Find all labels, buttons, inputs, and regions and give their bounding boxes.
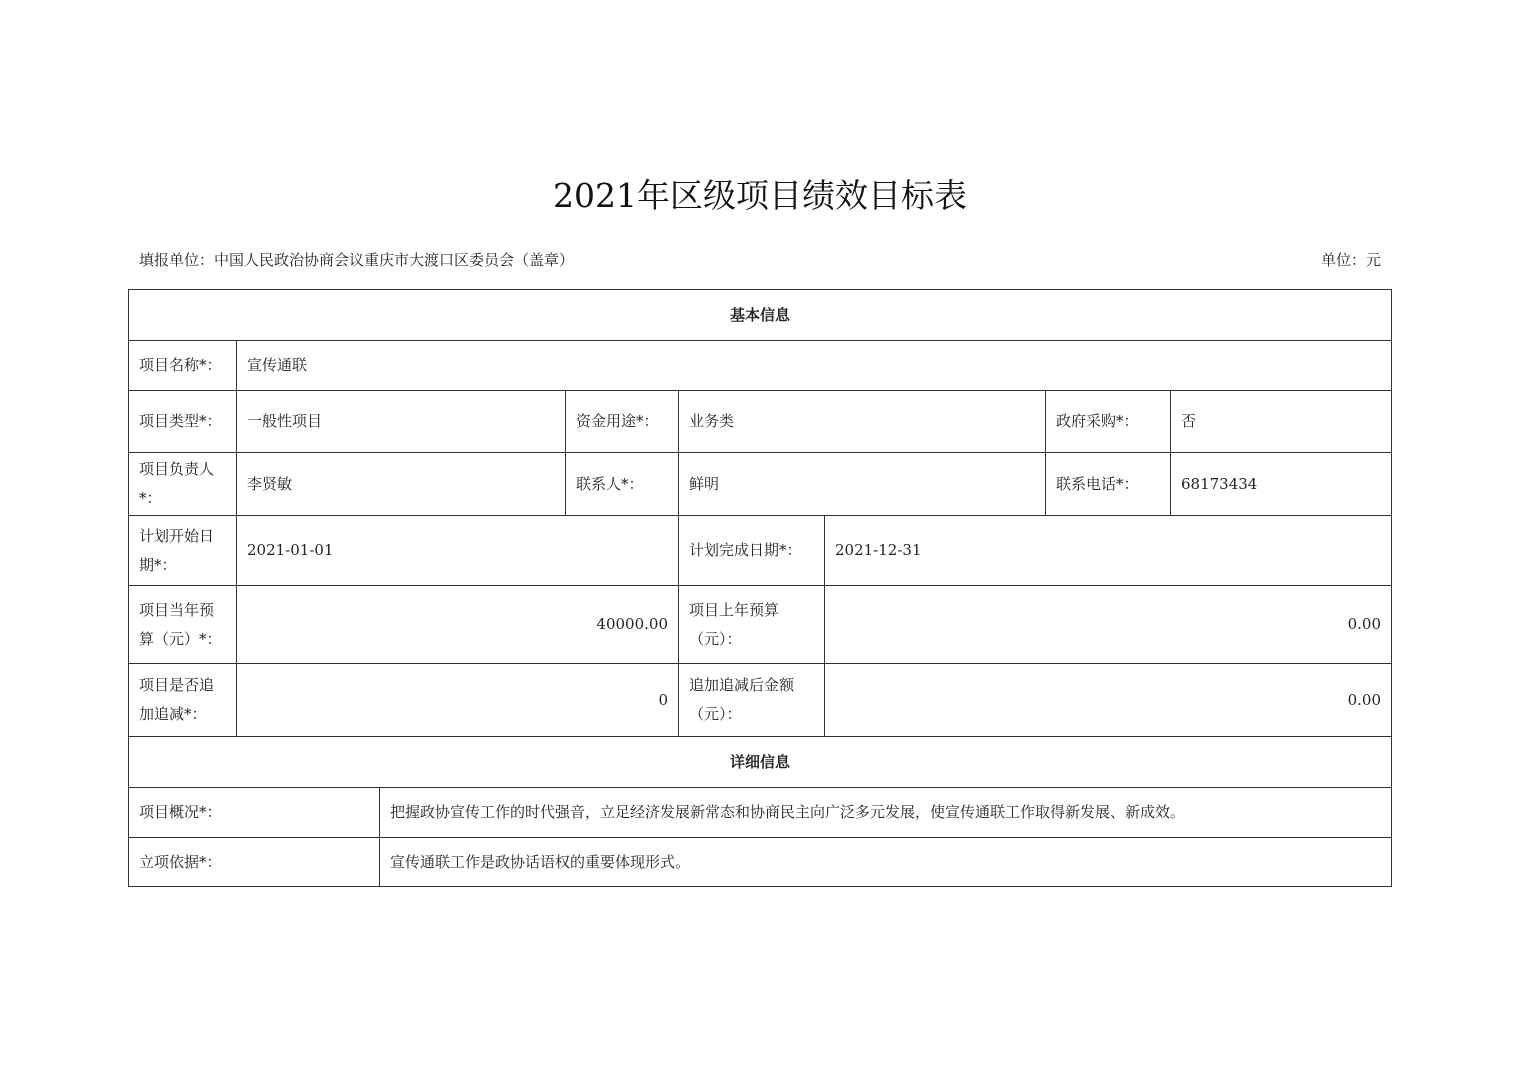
value-adjusted: 0 [237, 664, 679, 737]
value-current-budget: 40000.00 [237, 586, 679, 664]
section-row-basic [129, 290, 1392, 341]
value-fund-use: 业务类 [679, 391, 1046, 453]
performance-target-table [128, 289, 1392, 887]
section-title-basic: 基本信息 [129, 290, 1392, 341]
label-start-date: 计划开始日期*： [129, 516, 237, 586]
label-overview: 项目概况*： [129, 788, 380, 838]
value-start-date: 2021-01-01 [237, 516, 679, 586]
value-phone: 68173434 [1171, 453, 1392, 516]
value-project-name: 宣传通联 [237, 341, 1392, 391]
row-dates [129, 516, 1392, 586]
label-adjusted: 项目是否追加追减*： [129, 664, 237, 737]
document-title: 2021年区级项目绩效目标表 [553, 176, 967, 215]
label-contact: 联系人*： [566, 453, 679, 516]
label-adjusted-amount: 追加追减后金额（元）： [679, 664, 825, 737]
row-manager [129, 453, 1392, 516]
currency-unit: 单位：元 [1320, 251, 1381, 269]
value-manager: 李贤敏 [237, 453, 566, 516]
value-prev-budget: 0.00 [825, 586, 1392, 664]
row-overview [129, 788, 1392, 838]
label-phone: 联系电话*： [1046, 453, 1171, 516]
label-end-date: 计划完成日期*： [679, 516, 825, 586]
section-title-detail: 详细信息 [129, 737, 1392, 788]
label-fund-use: 资金用途*： [566, 391, 679, 453]
value-end-date: 2021-12-31 [825, 516, 1392, 586]
reporting-unit: 填报单位：中国人民政治协商会议重庆市大渡口区委员会（盖章） [139, 251, 575, 269]
label-prev-budget: 项目上年预算（元）： [679, 586, 825, 664]
row-adjustment [129, 664, 1392, 737]
value-contact: 鲜明 [679, 453, 1046, 516]
value-basis: 宣传通联工作是政协话语权的重要体现形式。 [380, 838, 1392, 887]
label-basis: 立项依据*： [129, 838, 380, 887]
label-current-budget: 项目当年预算（元）*： [129, 586, 237, 664]
value-overview: 把握政协宣传工作的时代强音，立足经济发展新常态和协商民主向广泛多元发展，使宣传通联工作取得新发展、新成效。 [380, 788, 1392, 838]
label-gov-procurement: 政府采购*： [1046, 391, 1171, 453]
label-manager: 项目负责人*： [129, 453, 237, 516]
section-row-detail [129, 737, 1392, 788]
value-project-type: 一般性项目 [237, 391, 566, 453]
value-gov-procurement: 否 [1171, 391, 1392, 453]
row-project-name [129, 341, 1392, 391]
label-project-type: 项目类型*： [129, 391, 237, 453]
row-basis [129, 838, 1392, 887]
row-budget [129, 586, 1392, 664]
label-project-name: 项目名称*： [129, 341, 237, 391]
row-project-type [129, 391, 1392, 453]
value-adjusted-amount: 0.00 [825, 664, 1392, 737]
